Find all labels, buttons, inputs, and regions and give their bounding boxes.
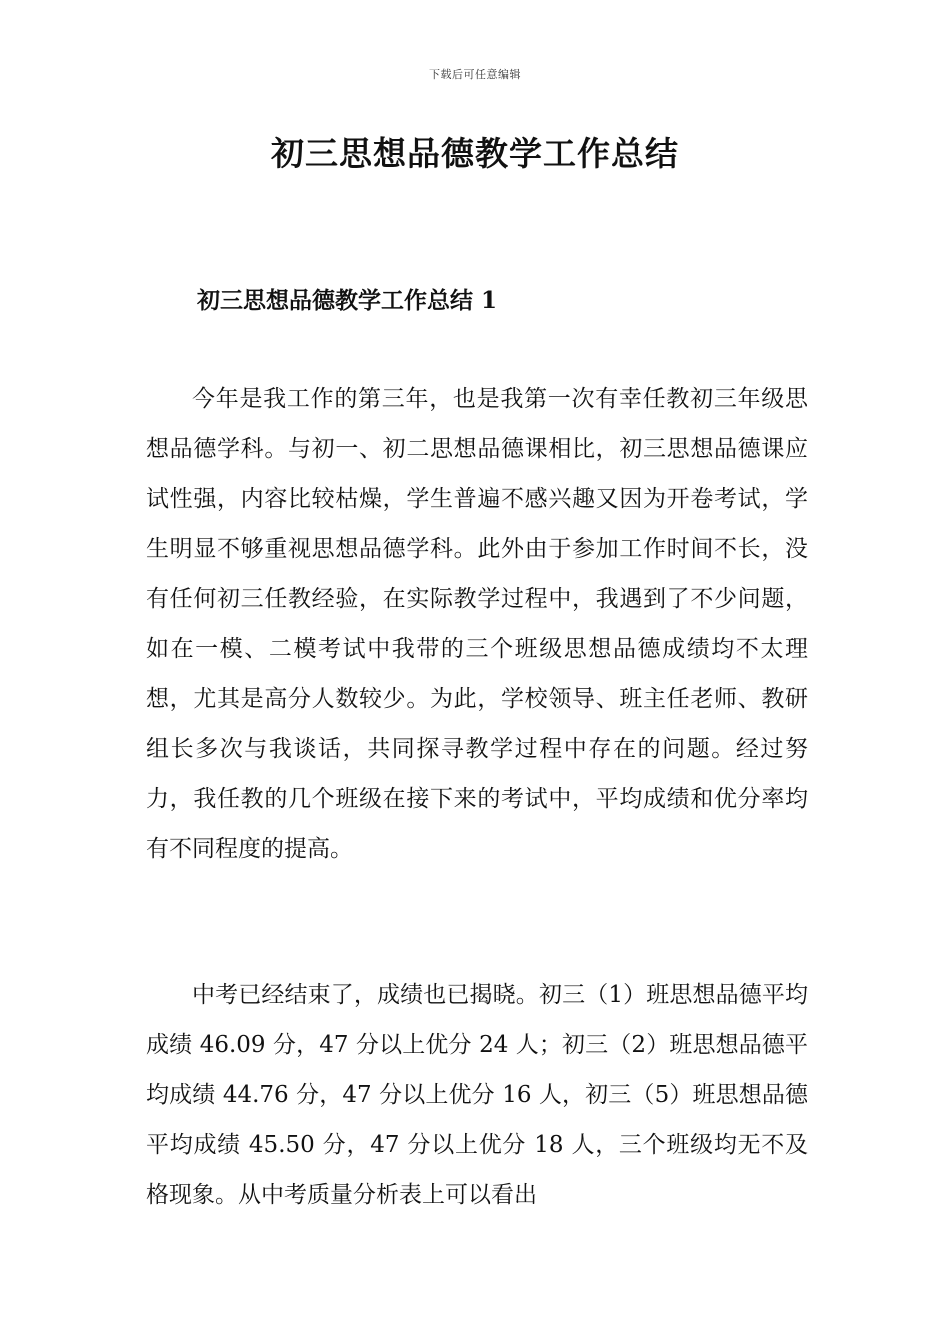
download-edit-note: 下载后可任意编辑 xyxy=(429,68,521,81)
body-paragraph: 中考已经结束了，成绩也已揭晓。初三（1）班思想品德平均成绩 46.09 分，47 分以上优分 24 人；初三（2）班思想品德平均成绩 44.76 分，47 分以上优分 16 人，初三（5）班思想品德平均成绩 45.50 分，47 分以上优分 18 人，三个班级均无不及格现象。从中考质量分析表上可以看出 xyxy=(146,982,808,1208)
body-paragraph: 今年是我工作的第三年，也是我第一次有幸任教初三年级思想品德学科。与初一、初二思想品德课相比，初三思想品德课应试性强，内容比较枯燥，学生普遍不感兴趣又因为开卷考试，学生明显不够重视思想品德学科。此外由于参加工作时间不长，没有任何初三任教经验，在实际教学过程中，我遇到了不少问题，如在一模、二模考试中我带的三个班级思想品德成绩均不太理想，尤其是高分人数较少。为此，学校领导、班主任老师、教研组长多次与我谈话，共同探寻教学过程中存在的问题。经过努力，我任教的几个班级在接下来的考试中，平均成绩和优分率均有不同程度的提高。 xyxy=(146,386,808,862)
document-title: 初三思想品德教学工作总结 xyxy=(271,134,679,173)
paragraph-block-2 xyxy=(146,970,808,1220)
paragraph-block-1 xyxy=(146,374,808,874)
section-heading: 初三思想品德教学工作总结 1 xyxy=(197,287,498,314)
